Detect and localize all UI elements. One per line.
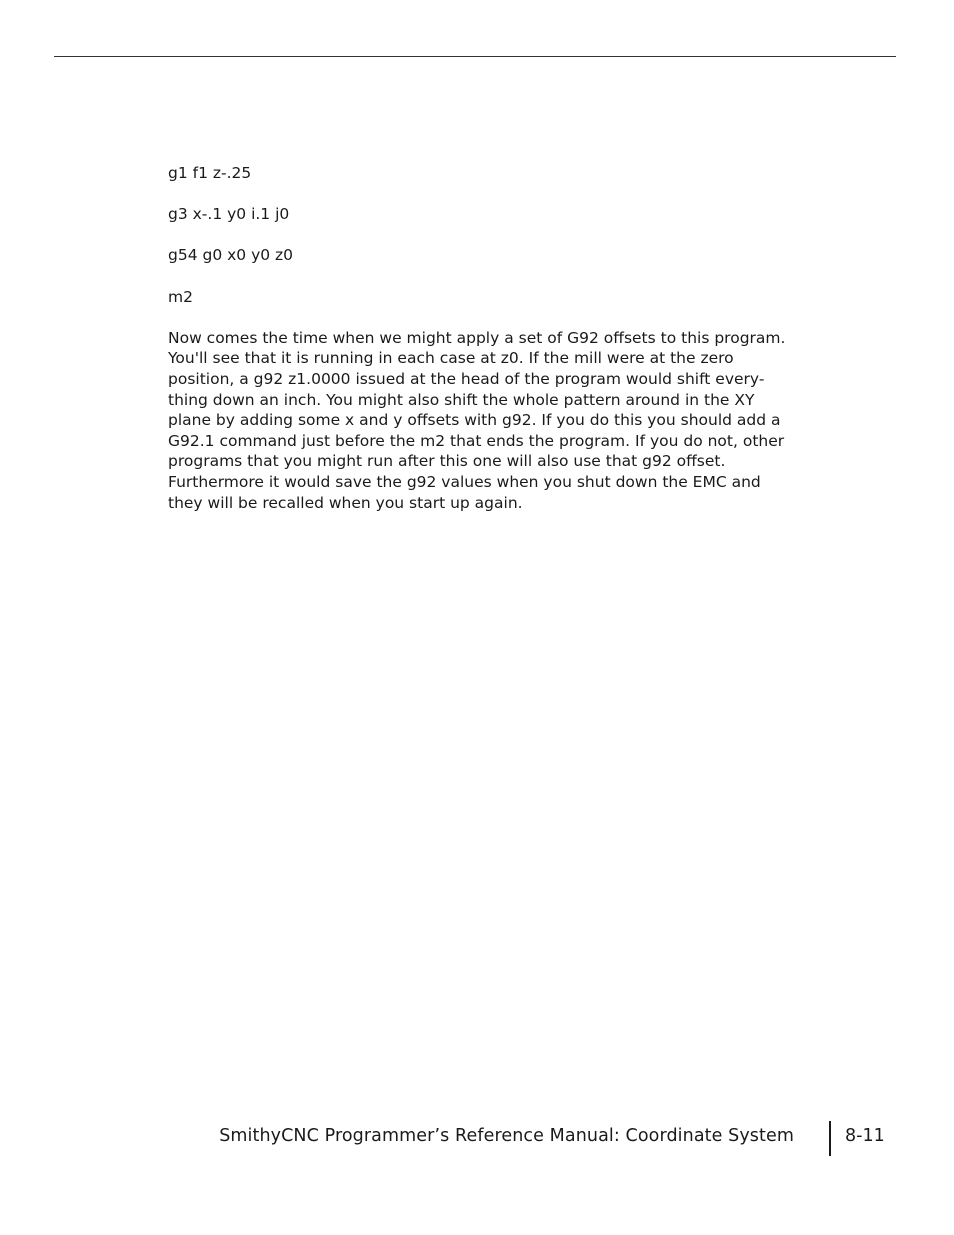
paragraph-line: thing down an inch. You might also shift the whole pattern around in the XY [168, 390, 755, 409]
paragraph-line: plane by adding some x and y offsets with g92. If you do this you should add a [168, 411, 781, 430]
paragraph-line: Furthermore it would save the g92 values when you shut down the EMC and [168, 472, 761, 491]
code-line: g54 g0 x0 y0 z0 [168, 246, 294, 265]
paragraph-line: G92.1 command just before the m2 that ends the program. If you do not, other [168, 431, 785, 450]
code-line: g1 f1 z-.25 [168, 164, 252, 182]
header-rule [54, 56, 896, 57]
footer-title: SmithyCNC Programmer’s Reference Manual: Coordinate System [219, 1126, 794, 1146]
page-number: 8-11 [845, 1126, 885, 1146]
page-content [168, 163, 788, 513]
paragraph-line: You'll see that it is running in each case at z0. If the mill were at the zero [168, 349, 734, 368]
paragraph-line: Now comes the time when we might apply a set of G92 offsets to this program. [168, 328, 786, 347]
paragraph-line: programs that you might run after this one will also use that g92 offset. [168, 452, 726, 471]
body-paragraph [168, 328, 788, 513]
code-line: g3 x-.1 y0 i.1 j0 [168, 205, 290, 224]
footer-divider [829, 1121, 831, 1156]
paragraph-line: position, a g92 z1.0000 issued at the head of the program would shift every- [168, 369, 765, 388]
code-line: m2 [168, 287, 193, 306]
paragraph-line: they will be recalled when you start up again. [168, 493, 523, 512]
